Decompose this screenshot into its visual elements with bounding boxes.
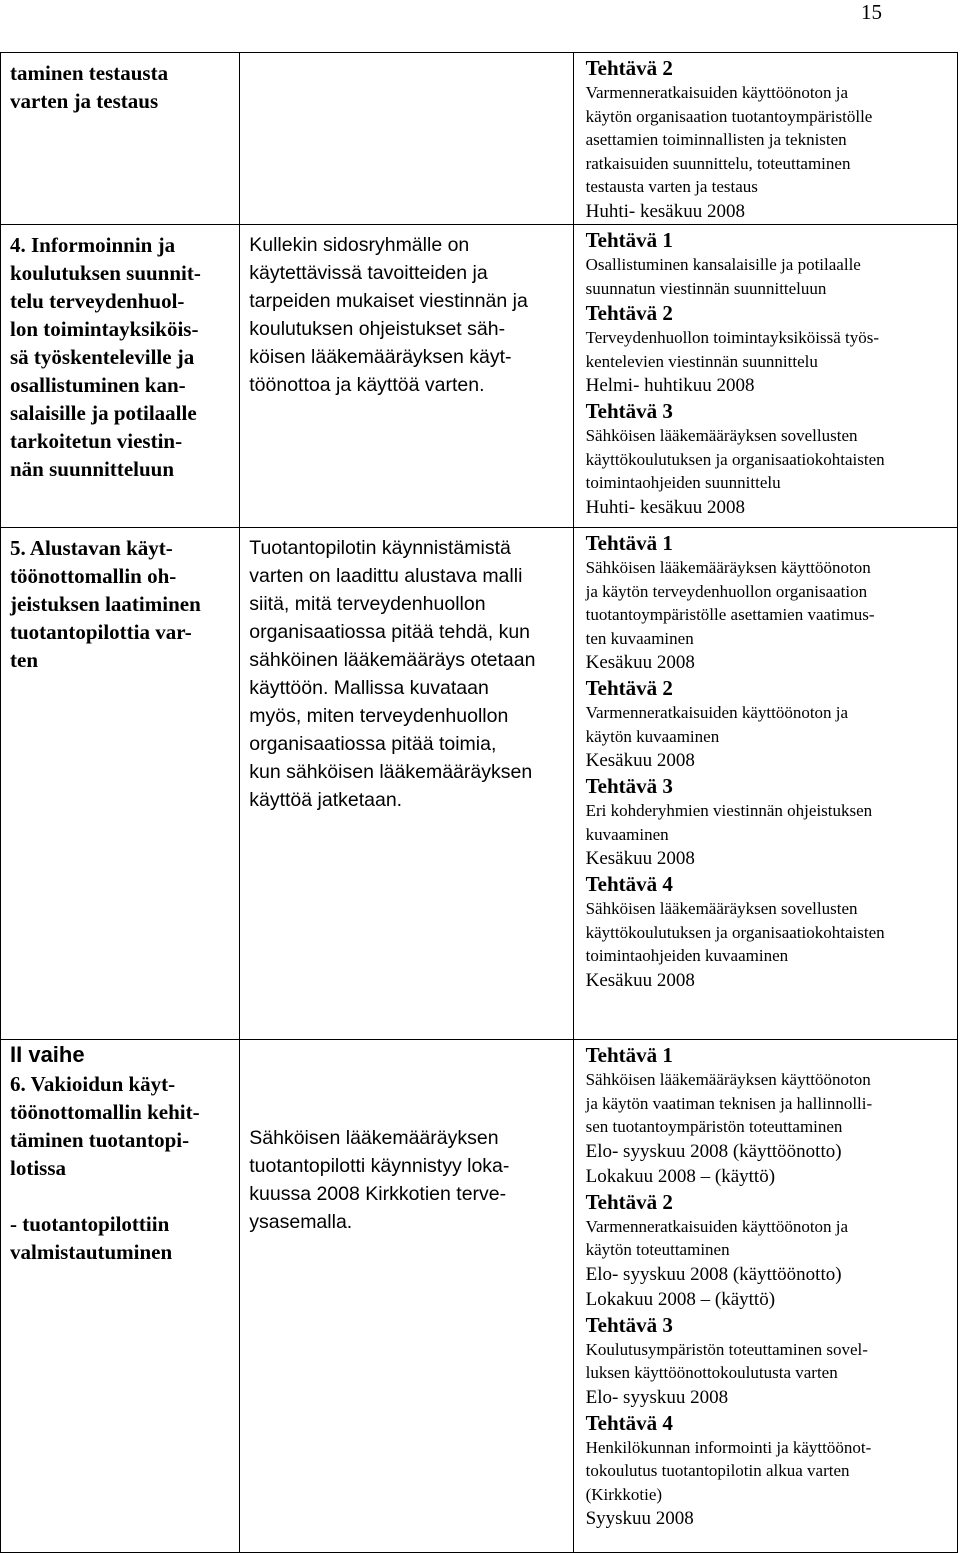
text-line: kun sähköisen lääkemääräyksen [249, 761, 533, 783]
phase-header: II vaihe [10, 1042, 85, 1067]
task-description: ten kuvaaminen [585, 628, 694, 648]
task-item [586, 773, 951, 871]
text-line: organisaatiossa pitää tehdä, kun [249, 621, 531, 643]
text-line: - tuotantopilottiin [10, 1212, 170, 1236]
text-line: töönottomallin oh- [10, 564, 177, 588]
tasks-cell [573, 528, 957, 1040]
task-description: asettamien toiminnallisten ja teknisten [585, 130, 847, 149]
task-title: Tehtävä 1 [585, 531, 673, 555]
task-item [586, 871, 951, 993]
phase-cell [1, 53, 240, 225]
task-description: käytön organisaation tuotantoympäristölle [585, 106, 873, 126]
task-description: käytön toteuttaminen [585, 1240, 730, 1259]
text-line: osallistuminen kan- [10, 373, 186, 397]
text-line: sähköinen lääkemääräys otetaan [249, 649, 536, 671]
text-line: köisen lääkemääräyksen käyt- [249, 346, 512, 368]
task-date: Syyskuu 2008 [585, 1508, 694, 1529]
task-title: Tehtävä 4 [585, 1410, 673, 1435]
task-description: Varmenneratkaisuiden käyttöönoton ja [585, 703, 849, 722]
table-row [1, 53, 958, 225]
task-date: Lokakuu 2008 – (käyttö) [585, 1165, 776, 1187]
task-title: Tehtävä 2 [585, 676, 673, 700]
text-line: töönottoa ja käyttöä varten. [249, 374, 485, 396]
text-line: taminen testausta [10, 61, 169, 85]
text-line: koulutuksen ohjeistukset säh- [249, 318, 506, 340]
task-description: Osallistuminen kansalaisille ja potilaalle [585, 255, 861, 274]
description-cell [240, 225, 573, 528]
text-line: siitä, mitä terveydenhuollon [249, 593, 486, 615]
phase-cell [1, 225, 240, 528]
task-date: Elo- syyskuu 2008 (käyttöönotto) [585, 1140, 842, 1162]
task-date: Elo- syyskuu 2008 [585, 1386, 729, 1408]
task-item [586, 675, 951, 773]
description-text [240, 528, 572, 814]
text-line: sä työskenteleville ja [10, 345, 195, 369]
text-line: käyttöä jatketaan. [249, 789, 403, 811]
task-date: Huhti- kesäkuu 2008 [585, 200, 745, 222]
task-description: (Kirkkotie) [585, 1484, 663, 1504]
task-date: Kesäkuu 2008 [585, 750, 695, 771]
task-title: Tehtävä 2 [585, 1189, 673, 1214]
task-description: luksen käyttöönottokoulutusta varten [585, 1363, 838, 1382]
task-description: testausta varten ja testaus [585, 177, 758, 196]
task-description: Sähköisen lääkemääräyksen käyttöönoton [585, 558, 871, 577]
text-line: ten [10, 648, 38, 672]
task-title: Tehtävä 4 [585, 872, 673, 896]
description-text [240, 1040, 572, 1236]
task-title: Tehtävä 3 [585, 774, 673, 798]
text-line: telu terveydenhuol- [10, 289, 185, 313]
text-line: valmistautuminen [10, 1240, 173, 1264]
task-date: Lokakuu 2008 – (käyttö) [585, 1288, 776, 1310]
table-row [1, 1040, 958, 1553]
project-plan-table [0, 52, 958, 1553]
task-item [586, 300, 951, 398]
text-line: käyttöön. Mallissa kuvataan [249, 677, 489, 699]
task-description: Eri kohderyhmien viestinnän ohjeistuksen [585, 801, 873, 820]
task-description: Sähköisen lääkemääräyksen sovellusten [585, 426, 858, 445]
task-item [586, 227, 951, 300]
text-line: jeistuksen laatiminen [10, 592, 201, 616]
task-description: Terveydenhuollon toimintayksiköissä työs- [585, 328, 880, 347]
task-description: toimintaohjeiden suunnittelu [585, 473, 781, 492]
task-date: Huhti- kesäkuu 2008 [585, 496, 745, 518]
task-description: kuvaaminen [585, 824, 669, 844]
text-line: tuotantopilottia var- [10, 620, 192, 644]
text-line: varten ja testaus [10, 89, 159, 113]
task-item [586, 1312, 951, 1410]
task-item [586, 1410, 951, 1532]
task-description: ja käytön terveydenhuollon organisaation [585, 581, 868, 601]
task-description: sen tuotantoympäristön toteuttaminen [585, 1117, 843, 1136]
task-item [586, 55, 951, 224]
task-item [586, 1189, 951, 1312]
text-line: Tuotantopilotin käynnistämistä [249, 537, 511, 559]
description-cell [240, 1040, 573, 1553]
tasks-cell [573, 53, 957, 225]
text-line: Kullekin sidosryhmälle on [249, 234, 470, 256]
text-line: 6. Vakioidun käyt- [10, 1072, 176, 1096]
task-description: ja käytön vaatiman teknisen ja hallinnolli- [585, 1093, 873, 1113]
task-description: tokoulutus tuotantopilotin alkua varten [585, 1461, 850, 1480]
table-row [1, 528, 958, 1040]
text-line: myös, miten terveydenhuollon [249, 705, 509, 727]
task-description: Varmenneratkaisuiden käyttöönoton ja [585, 1216, 849, 1236]
tasks-cell [573, 1040, 957, 1553]
text-line: lon toimintayksiköis- [10, 317, 199, 341]
phase-text [1, 225, 239, 483]
task-description: Henkilökunnan informointi ja käyttöönot- [585, 1437, 872, 1457]
task-title: Tehtävä 1 [585, 228, 673, 252]
task-description: tuotantoympäristölle asettamien vaatimus- [585, 605, 875, 624]
text-line: tarkoitetun viestin- [10, 429, 183, 453]
phase-cell [1, 1040, 240, 1553]
phase-cell [1, 528, 240, 1040]
table-row [1, 225, 958, 528]
task-date: Helmi- huhtikuu 2008 [585, 375, 755, 396]
text-line: lotissa [10, 1156, 67, 1180]
phase-text [1, 53, 239, 115]
task-description: kentelevien viestinnän suunnittelu [585, 351, 818, 371]
tasks-cell [573, 225, 957, 528]
task-description: käyttökoulutuksen ja organisaatiokohtaisten [585, 449, 885, 469]
task-title: Tehtävä 3 [585, 399, 673, 423]
task-date: Kesäkuu 2008 [585, 848, 695, 869]
text-line: koulutuksen suunnit- [10, 261, 201, 285]
task-date: Elo- syyskuu 2008 (käyttöönotto) [585, 1263, 842, 1285]
text-line: 5. Alustavan käyt- [10, 536, 173, 560]
task-description: Koulutusympäristön toteuttaminen sovel- [585, 1339, 868, 1359]
description-text [240, 225, 572, 399]
task-description: käyttökoulutuksen ja organisaatiokohtaisten [585, 922, 885, 942]
text-line: nän suunnitteluun [10, 457, 175, 481]
text-line: tarpeiden mukaiset viestinnän ja [249, 290, 528, 312]
text-line: salaisille ja potilaalle [10, 401, 197, 425]
text-line: tuotantopilotti käynnistyy loka- [249, 1155, 510, 1177]
task-description: ratkaisuiden suunnittelu, toteuttaminen [585, 153, 851, 173]
phase-text [10, 1070, 231, 1182]
text-line: käytettävissä tavoitteiden ja [249, 262, 488, 284]
text-line: varten on laadittu alustava malli [249, 565, 523, 587]
phase-text [1, 528, 239, 674]
page-number: 15 [861, 0, 882, 24]
task-date: Kesäkuu 2008 [585, 969, 695, 991]
task-item [586, 1042, 951, 1189]
task-item [586, 530, 951, 675]
task-title: Tehtävä 2 [585, 301, 673, 325]
task-description: käytön kuvaaminen [585, 726, 720, 746]
text-line: Sähköisen lääkemääräyksen [249, 1127, 499, 1149]
text-line: ysasemalla. [249, 1211, 353, 1233]
text-line: 4. Informoinnin ja [10, 233, 176, 257]
task-title: Tehtävä 1 [585, 1043, 673, 1067]
text-line: kuussa 2008 Kirkkotien terve- [249, 1183, 507, 1205]
phase-subtext [10, 1210, 231, 1266]
task-description: toimintaohjeiden kuvaaminen [585, 946, 789, 965]
task-title: Tehtävä 2 [585, 56, 673, 80]
task-description: Sähköisen lääkemääräyksen sovellusten [585, 899, 858, 918]
task-description: Sähköisen lääkemääräyksen käyttöönoton [585, 1070, 871, 1089]
task-description: Varmenneratkaisuiden käyttöönoton ja [585, 83, 849, 102]
task-title: Tehtävä 3 [585, 1312, 673, 1337]
description-cell [240, 528, 573, 1040]
description-cell [240, 53, 573, 225]
text-line: töönottomallin kehit- [10, 1100, 200, 1124]
task-description: suunnatun viestinnän suunnitteluun [585, 278, 827, 298]
task-date: Kesäkuu 2008 [585, 652, 695, 673]
text-line: organisaatiossa pitää toimia, [249, 733, 497, 755]
task-item [586, 398, 951, 520]
text-line: täminen tuotantopi- [10, 1128, 190, 1152]
